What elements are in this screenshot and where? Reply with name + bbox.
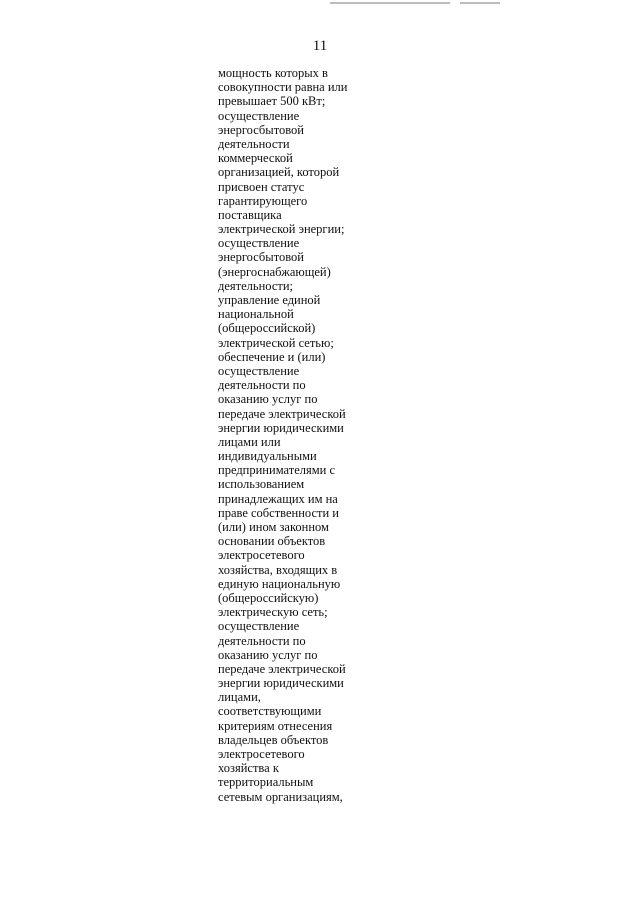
text-line: хозяйства к (218, 761, 279, 776)
text-line: осуществление (218, 108, 300, 123)
scan-artifact-line (460, 2, 500, 4)
text-line: единую национальную (218, 576, 341, 591)
text-line: электрической сетью; (218, 335, 334, 350)
text-line: электросетевого (218, 548, 305, 563)
text-line: соответствующими (218, 704, 322, 719)
text-line: энергосбытовой (218, 250, 304, 265)
text-line: оказанию услуг по (218, 392, 318, 407)
text-line: хозяйства, входящих в (218, 562, 338, 577)
text-line: использованием (218, 477, 305, 492)
text-line: превышает 500 кВт; (218, 94, 326, 109)
text-line: энергии юридическими (218, 420, 344, 435)
text-line: присвоен статус (218, 179, 305, 194)
text-line: обеспечение и (или) (218, 349, 326, 364)
text-line: поставщика (218, 207, 282, 222)
page-number: 11 (312, 38, 328, 54)
text-line: управление единой (218, 293, 321, 307)
text-line: деятельности; (218, 278, 294, 293)
text-line: деятельности (218, 136, 290, 151)
text-line: электрической энергии; (218, 222, 345, 237)
text-line: основании объектов (218, 534, 326, 549)
text-line: сетевым организациям, (218, 789, 343, 804)
text-line: осуществление (218, 363, 300, 378)
text-line: электрическую сеть; (218, 605, 328, 620)
text-line: критериям отнесения (218, 718, 333, 733)
text-line: гарантирующего (218, 193, 308, 208)
text-line: (или) ином законном (218, 520, 329, 534)
text-line: предпринимателями с (218, 463, 336, 478)
text-line: принадлежащих им на (218, 491, 338, 506)
body-text-column (218, 66, 388, 804)
text-line: деятельности по (218, 378, 306, 393)
text-line: индивидуальными (218, 449, 317, 464)
text-line: лицами или (218, 434, 281, 449)
text-line: лицами, (218, 690, 261, 705)
text-line: (общероссийскую) (218, 590, 319, 605)
text-line: территориальным (218, 775, 314, 790)
text-line: (общероссийской) (218, 321, 316, 336)
text-line: организацией, которой (218, 165, 340, 180)
text-line: совокупности равна или (218, 80, 348, 95)
text-line: (энергоснабжающей) (218, 264, 331, 279)
text-line: оказанию услуг по (218, 647, 318, 662)
text-line: владельцев объектов (218, 732, 329, 747)
text-line: электросетевого (218, 747, 305, 761)
text-line: передаче электрической (218, 406, 346, 421)
scan-artifact-line (330, 2, 450, 4)
text-line: деятельности по (218, 633, 306, 648)
text-line: коммерческой (218, 151, 293, 166)
text-line: осуществление (218, 619, 300, 634)
text-line: национальной (218, 307, 294, 322)
text-line: энергии юридическими (218, 676, 344, 691)
text-line: передаче электрической (218, 661, 346, 676)
text-line: осуществление (218, 236, 300, 251)
text-line: праве собственности и (218, 505, 339, 520)
text-line: энергосбытовой (218, 122, 304, 137)
text-line: мощность которых в (218, 66, 328, 80)
